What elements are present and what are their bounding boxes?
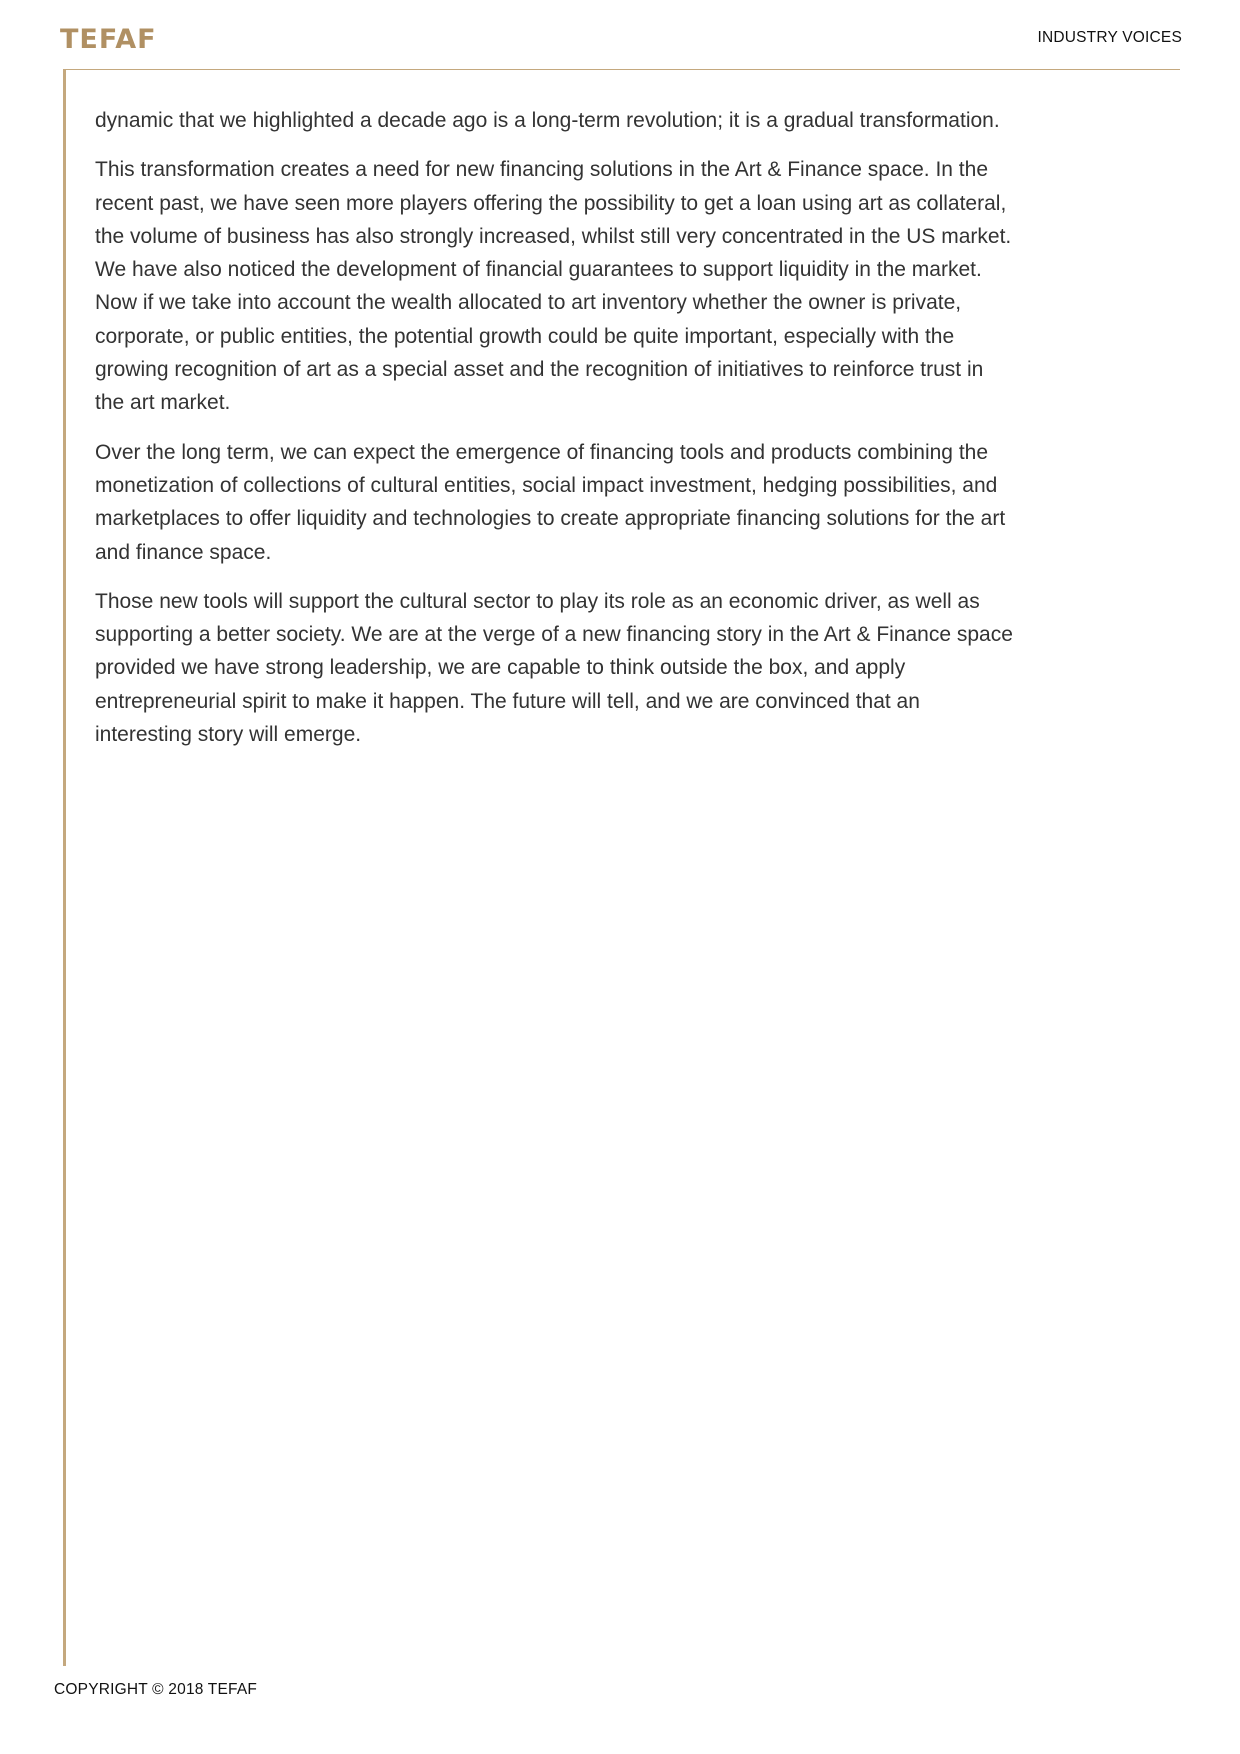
top-divider bbox=[63, 69, 1180, 70]
tefaf-logo: TEFAF bbox=[60, 24, 157, 55]
paragraph-4: Those new tools will support the cultural sector to play its role as an economic driver, as well as supporting a better society. We are at the verge of a new financing story in the Art & Finance space provided we have strong leadership, we are capable to think outside the box, and apply entrepreneurial spirit to make it happen. The future will tell, and we are convinced that an interesting story will emerge. bbox=[95, 589, 1013, 747]
section-label: INDUSTRY VOICES bbox=[1037, 29, 1182, 46]
paragraph-2: This transformation creates a need for new financing solutions in the Art & Finance space. In the recent past, we have seen more players offering the possibility to get a loan using art as collateral, the volume of business has also strongly increased, whilst still very concentrated in the US market. We have also noticed the development of financial guarantees to support liquidity in the market. Now if we take into account the wealth allocated to art inventory whether the owner is private, corporate, or public entities, the potential growth could be quite important, especially with the growing recognition of art as a special asset and the recognition of initiatives to reinforce trust in the art market. bbox=[95, 158, 1012, 415]
copyright-notice: COPYRIGHT © 2018 TEFAF bbox=[54, 1681, 258, 1698]
left-margin-rule bbox=[63, 69, 66, 1666]
article-body bbox=[95, 104, 1015, 767]
paragraph-1: dynamic that we highlighted a decade ago is a long-term revolution; it is a gradual transformation. bbox=[95, 109, 1000, 132]
paragraph-3: Over the long term, we can expect the emergence of financing tools and products combining the monetization of collections of cultural entities, social impact investment, hedging possibilities, and marketplaces to offer liquidity and technologies to create appropriate financing solutions for the art and finance space. bbox=[95, 440, 1006, 564]
